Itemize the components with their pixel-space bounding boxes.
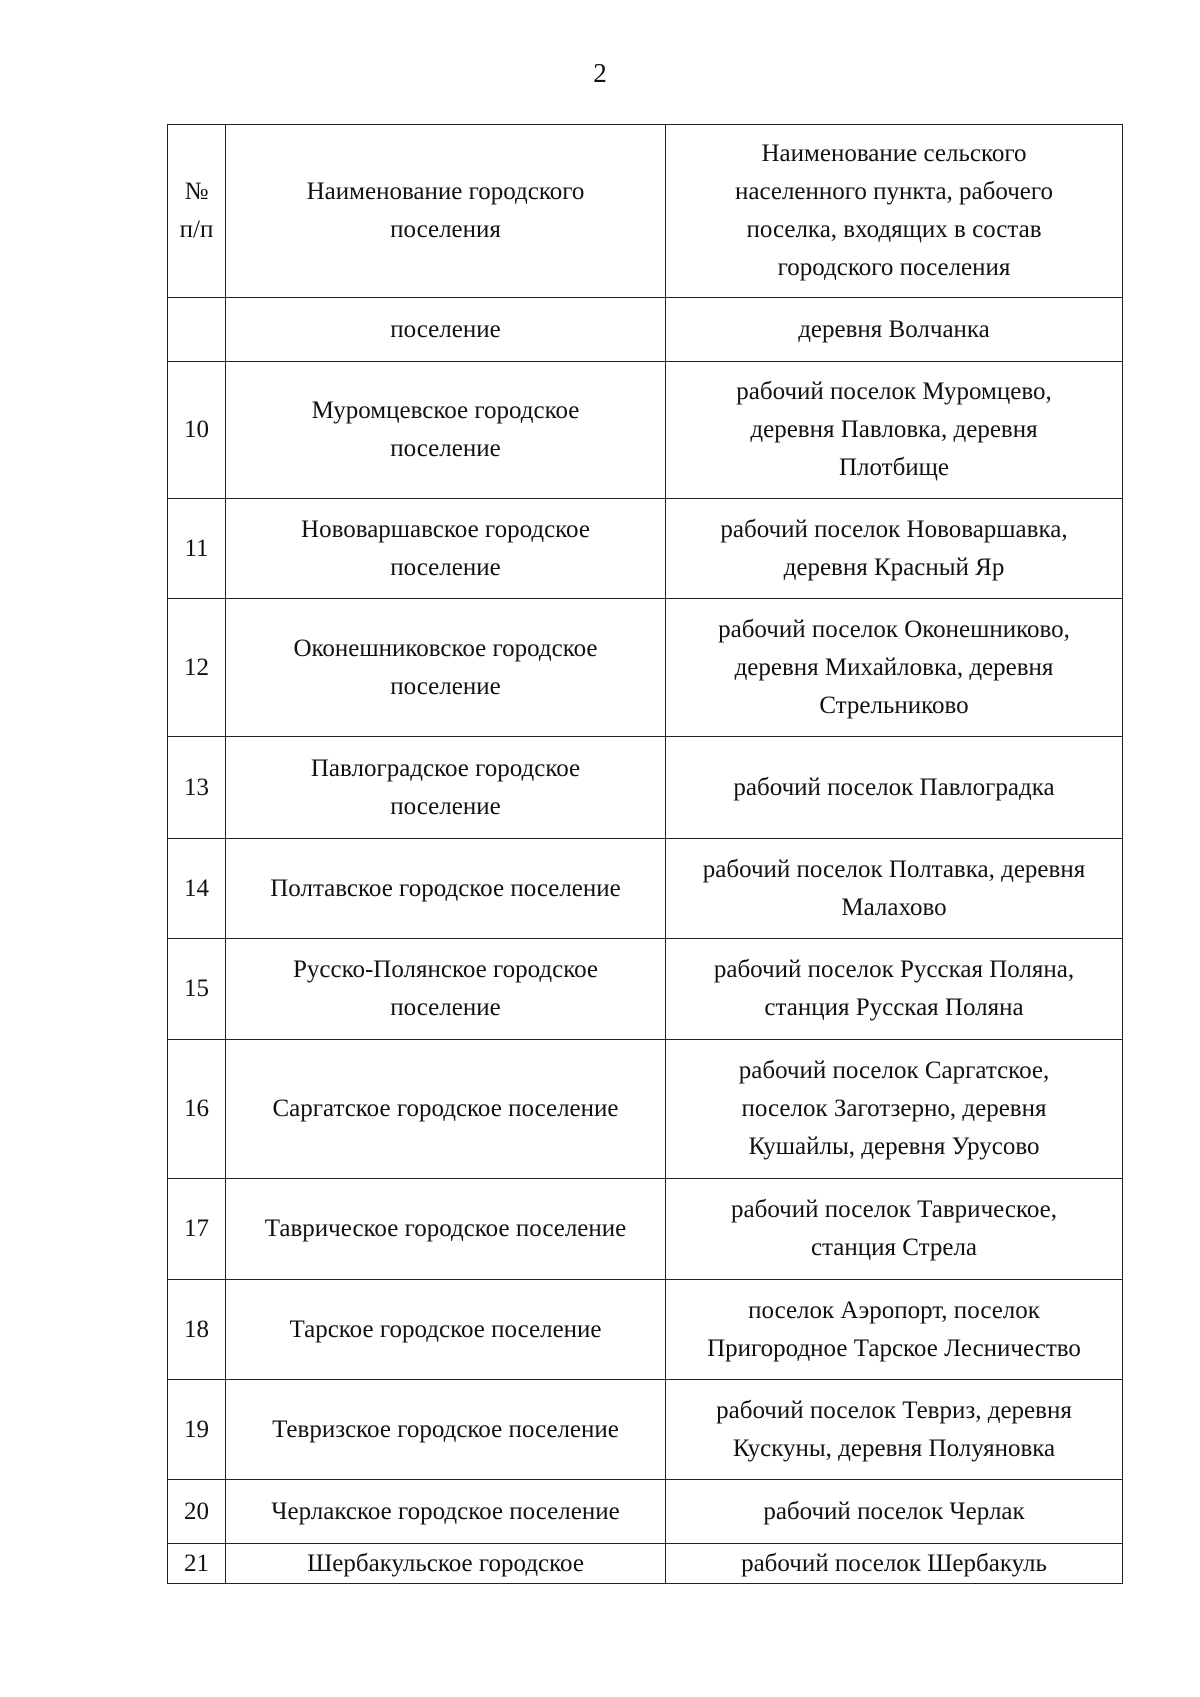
row-villages: рабочий поселок Шербакуль [666,1544,1123,1584]
row-number: 18 [168,1280,226,1380]
header-villages: Наименование сельского населенного пункта, рабочего поселка, входящих в состав городского поселения [666,125,1123,298]
row-settlement: Тарское городское поселение [226,1280,666,1380]
row-villages: деревня Волчанка [666,298,1123,362]
table-row [168,1544,1123,1584]
row-number [168,298,226,362]
row-villages: поселок Аэропорт, поселок Пригородное Тарское Лесничество [666,1280,1123,1380]
row-number: 12 [168,599,226,737]
table-row [168,362,1123,499]
table-header-row [168,125,1123,298]
row-number: 20 [168,1480,226,1544]
row-villages: рабочий поселок Муромцево, деревня Павловка, деревня Плотбище [666,362,1123,499]
row-settlement: Черлакское городское поселение [226,1480,666,1544]
table-row [168,939,1123,1040]
row-settlement: поселение [226,298,666,362]
row-settlement: Муромцевское городское поселение [226,362,666,499]
row-villages: рабочий поселок Таврическое, станция Стрела [666,1179,1123,1280]
row-settlement: Нововаршавское городское поселение [226,499,666,599]
row-number: 15 [168,939,226,1040]
row-number: 10 [168,362,226,499]
row-settlement: Саргатское городское поселение [226,1040,666,1179]
row-villages: рабочий поселок Оконешниково, деревня Михайловка, деревня Стрельниково [666,599,1123,737]
table-row [168,298,1123,362]
row-settlement: Оконешниковское городское поселение [226,599,666,737]
header-settlement: Наименование городского поселения [226,125,666,298]
table-row [168,1380,1123,1480]
row-villages: рабочий поселок Черлак [666,1480,1123,1544]
row-settlement: Русско-Полянское городское поселение [226,939,666,1040]
table-row [168,1179,1123,1280]
table-row [168,499,1123,599]
row-number: 21 [168,1544,226,1584]
row-villages: рабочий поселок Павлоградка [666,737,1123,839]
row-settlement: Шербакульское городское [226,1544,666,1584]
table-row [168,1280,1123,1380]
row-settlement: Павлоградское городское поселение [226,737,666,839]
row-settlement: Тевризское городское поселение [226,1380,666,1480]
row-number: 14 [168,839,226,939]
row-number: 16 [168,1040,226,1179]
row-villages: рабочий поселок Саргатское, поселок Заготзерно, деревня Кушайлы, деревня Урусово [666,1040,1123,1179]
row-number: 13 [168,737,226,839]
table-row [168,737,1123,839]
header-number: № п/п [168,125,226,298]
table-row [168,1040,1123,1179]
row-number: 17 [168,1179,226,1280]
table-row [168,599,1123,737]
row-villages: рабочий поселок Русская Поляна, станция Русская Поляна [666,939,1123,1040]
table-row [168,1480,1123,1544]
settlements-table [167,124,1123,1584]
row-number: 19 [168,1380,226,1480]
row-villages: рабочий поселок Тевриз, деревня Кускуны, деревня Полуяновка [666,1380,1123,1480]
row-settlement: Таврическое городское поселение [226,1179,666,1280]
row-settlement: Полтавское городское поселение [226,839,666,939]
page-number: 2 [593,58,607,88]
row-villages: рабочий поселок Полтавка, деревня Малахово [666,839,1123,939]
table-row [168,839,1123,939]
row-number: 11 [168,499,226,599]
row-villages: рабочий поселок Нововаршавка, деревня Красный Яр [666,499,1123,599]
